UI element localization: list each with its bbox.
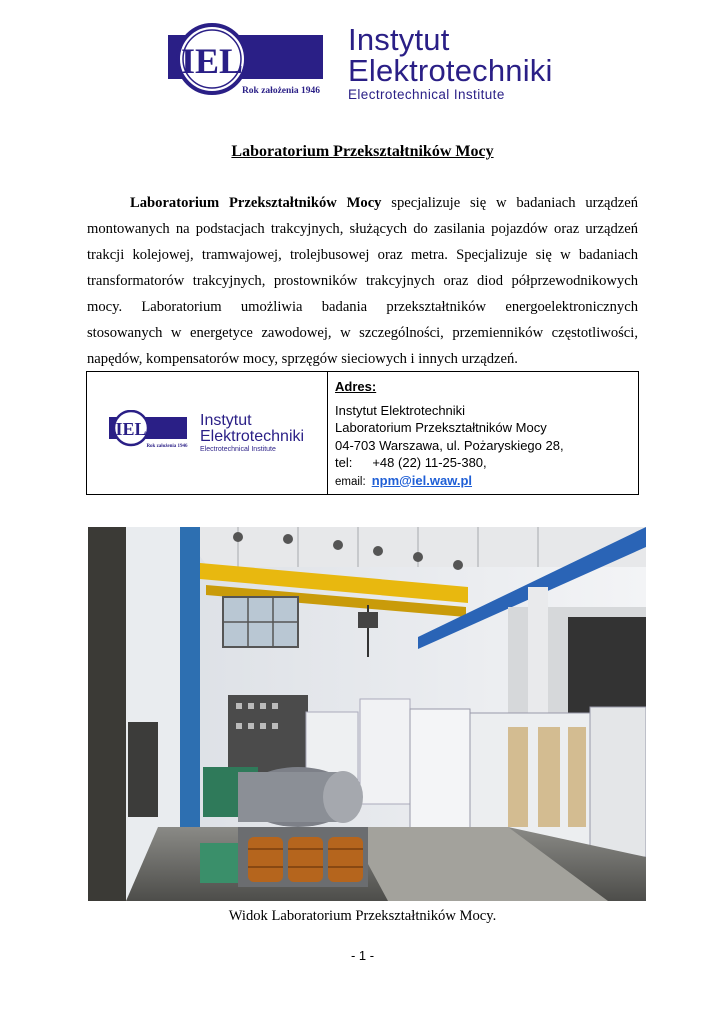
institute-name-line2: Elektrotechniki — [348, 53, 553, 88]
small-name-english: Electrotechnical Institute — [200, 446, 276, 453]
institute-name-english: Electrotechnical Institute — [348, 87, 505, 102]
address-line2: Laboratorium Przekształtników Mocy — [335, 420, 547, 435]
email-label: email: — [335, 475, 366, 488]
phone-number: +48 (22) 11-25-380, — [372, 455, 487, 470]
box-divider — [327, 372, 328, 494]
founded-text: Rok założenia 1946 — [241, 86, 321, 96]
address-label: Adres: — [335, 379, 377, 394]
paragraph-bold-lead: Laboratorium Przekształtników Mocy — [130, 195, 382, 211]
photo-caption: Widok Laboratorium Przekształtników Mocy. — [228, 908, 497, 924]
paragraph-text: specjalizuje się w badaniach urządzeń montowanych na podstacjach trakcyjnych, służących do zasilania pojazdów oraz urządzeń trakcji kolejowej, tramwajowej, trolejbusowej oraz metra. Specjalizuje się w badaniach transformatorów trakcyjnych, prostowników trakcyjnych oraz diod półprzewodnikowych mocy. Laboratorium umożliwia badania przekształtników energoelektronicznych stosowanych w energetyce zawodowej, w szczególności, przemienników częstotliwości, napędów, kompensatorów mocy, sprzęgów sieciowych i innych urządzeń. — [87, 195, 639, 367]
emblem-letters: IEL — [180, 41, 244, 81]
address-box — [86, 371, 639, 495]
page-title: Laboratorium Przekształtników Mocy — [231, 143, 494, 160]
email-row — [335, 472, 564, 492]
phone-label: tel: — [335, 455, 353, 470]
institute-name-line1: Instytut — [348, 22, 450, 57]
header-logo — [168, 22, 568, 112]
small-name-line1: Instytut — [200, 412, 252, 429]
small-emblem-letters: IEL — [115, 419, 147, 439]
page-number: - 1 - — [350, 948, 375, 963]
address-line1: Instytut Elektrotechniki — [335, 402, 466, 418]
small-founded-text: Rok założenia 1946 — [146, 444, 188, 449]
address-block — [335, 378, 564, 491]
laboratory-photo — [88, 527, 646, 901]
small-name-line2: Elektrotechniki — [200, 428, 305, 445]
description-paragraph — [87, 190, 638, 372]
iel-emblem-icon — [168, 22, 326, 106]
phone-row — [335, 454, 564, 472]
institute-logo-small — [109, 410, 319, 454]
institute-name — [348, 24, 553, 103]
email-link[interactable]: npm@iel.waw.pl — [371, 472, 473, 488]
address-line3: 04-703 Warszawa, ul. Pożaryskiego 28, — [335, 437, 564, 453]
